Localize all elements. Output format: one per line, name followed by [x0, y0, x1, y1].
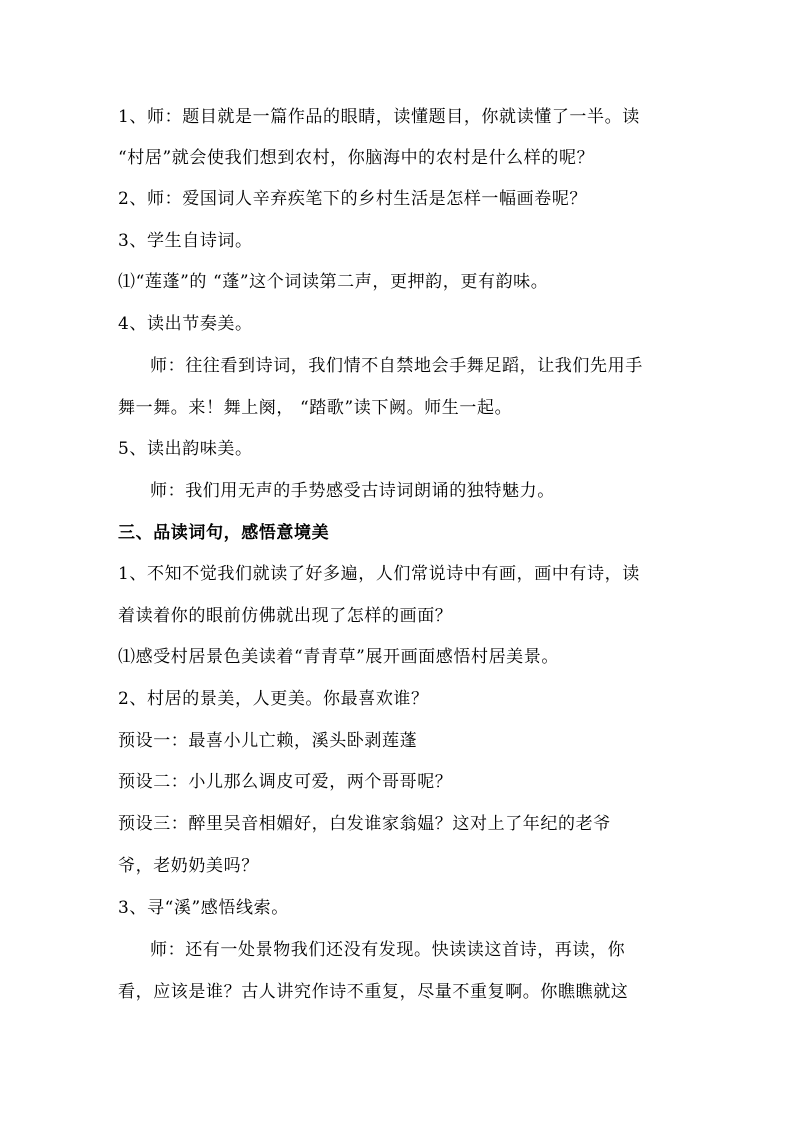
paragraph-line: 着读着你的眼前仿佛就出现了怎样的画面？: [118, 606, 453, 626]
paragraph-line: ⑴感受村居景色美读着“青青草”展开画面感悟村居美景。: [118, 647, 559, 667]
paragraph-line: 2、村居的景美，人更美。你最喜欢谁？: [118, 689, 429, 709]
paragraph-line: “村居”就会使我们想到农村，你脑海中的农村是什么样的呢？: [118, 148, 595, 168]
paragraph-line: 1、不知不觉我们就读了好多遍，人们常说诗中有画，画中有诗，读: [118, 564, 640, 584]
paragraph-line: 看，应该是谁？古人讲究作诗不重复，尽量不重复啊。你瞧瞧就这: [118, 982, 629, 1002]
paragraph-line: 预设一：最喜小儿亡赖，溪头卧剥莲蓬: [118, 731, 418, 751]
paragraph-line: ⑴“莲蓬”的 “蓬”这个词读第二声，更押韵，更有韵味。: [118, 272, 549, 292]
section-heading: 三、品读词句，感悟意境美: [118, 523, 330, 543]
paragraph-line: 3、寻“溪”感悟线索。: [118, 898, 289, 918]
paragraph-line: 师：还有一处景物我们还没有发现。快读读这首诗，再读，你: [150, 940, 626, 960]
paragraph-line: 舞一舞。来！舞上阕， “踏歌”读下阙。师生一起。: [118, 398, 513, 418]
paragraph-line: 师：我们用无声的手势感受古诗词朗诵的独特魅力。: [150, 481, 555, 501]
paragraph-line: 3、学生自诗词。: [118, 231, 253, 251]
paragraph-line: 预设二：小儿那么调皮可爱，两个哥哥呢？: [118, 772, 453, 792]
paragraph-line: 1、师：题目就是一篇作品的眼睛，读懂题目，你就读懂了一半。读: [118, 107, 640, 127]
paragraph-line: 2、师：爱国词人辛弃疾笔下的乡村生活是怎样一幅画卷呢？: [118, 189, 588, 209]
paragraph-line: 爷，老奶奶美吗？: [118, 856, 259, 876]
paragraph-line: 4、读出节奏美。: [118, 314, 253, 334]
paragraph-line: 预设三：醉里吴音相媚好，白发谁家翁媪？这对上了年纪的老爷: [118, 814, 611, 834]
paragraph-line: 师：往往看到诗词，我们情不自禁地会手舞足蹈，让我们先用手: [150, 356, 643, 376]
paragraph-line: 5、读出韵味美。: [118, 439, 253, 459]
